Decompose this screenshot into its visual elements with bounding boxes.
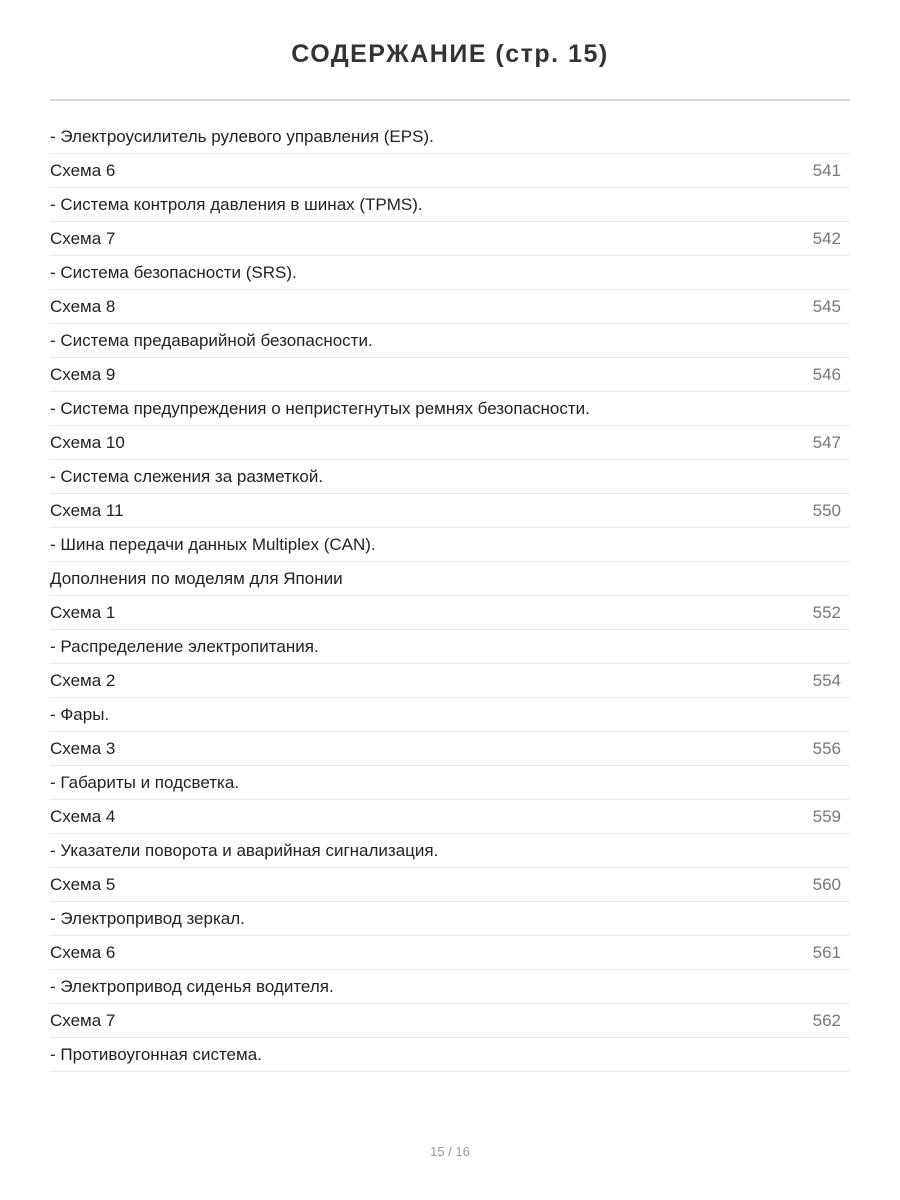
toc-entry-text: - Шина передачи данных Multiplex (CAN). <box>50 535 376 554</box>
toc-entry-text: - Фары. <box>50 705 110 724</box>
toc-row[interactable] <box>50 800 850 834</box>
toc-page-number: 542 <box>812 229 841 248</box>
toc-entry-text: - Габариты и подсветка. <box>50 773 240 792</box>
page-title: СОДЕРЖАНИЕ (стр. 15) <box>291 40 609 68</box>
toc-entry-text: Схема 6 <box>50 161 116 180</box>
toc-row[interactable] <box>50 460 850 494</box>
toc-page-number: 559 <box>812 807 841 826</box>
toc-row[interactable] <box>50 766 850 800</box>
toc-entry-text: Схема 7 <box>50 1011 116 1030</box>
toc-entry-text: - Система предупреждения о непристегнутых ремнях безопасности. <box>50 399 590 418</box>
toc-row[interactable] <box>50 732 850 766</box>
toc-page-number: 556 <box>812 739 841 758</box>
toc-entry-text: Схема 8 <box>50 297 116 316</box>
toc-entry-text: - Система безопасности (SRS). <box>50 263 297 282</box>
toc-page-number: 550 <box>812 501 841 520</box>
toc-entry-text: Дополнения по моделям для Японии <box>50 569 343 588</box>
toc-entry-text: Схема 7 <box>50 229 116 248</box>
toc-entry-text: - Распределение электропитания. <box>50 637 319 656</box>
toc-row[interactable] <box>50 494 850 528</box>
toc-entry-text: Схема 3 <box>50 739 116 758</box>
toc-page-number: 541 <box>812 161 841 180</box>
toc-row[interactable] <box>50 120 850 154</box>
toc-entry-text: Схема 11 <box>50 501 124 520</box>
toc-list <box>50 120 850 1072</box>
toc-row[interactable] <box>50 936 850 970</box>
toc-row[interactable] <box>50 664 850 698</box>
toc-entry-text: - Противоугонная система. <box>50 1045 262 1064</box>
toc-row[interactable] <box>50 698 850 732</box>
toc-row[interactable] <box>50 1004 850 1038</box>
toc-row[interactable] <box>50 154 850 188</box>
toc-entry-text: - Электропривод сиденья водителя. <box>50 977 334 996</box>
toc-entry-text: Схема 4 <box>50 807 116 826</box>
toc-page-number: 554 <box>812 671 841 690</box>
toc-row[interactable] <box>50 528 850 562</box>
toc-row[interactable] <box>50 222 850 256</box>
toc-section-heading[interactable] <box>50 562 850 596</box>
toc-entry-text: - Система контроля давления в шинах (TPMS). <box>50 195 423 214</box>
toc-row[interactable] <box>50 834 850 868</box>
toc-row[interactable] <box>50 324 850 358</box>
toc-row[interactable] <box>50 256 850 290</box>
toc-row[interactable] <box>50 1038 850 1072</box>
toc-entry-text: Схема 1 <box>50 603 116 622</box>
toc-row[interactable] <box>50 392 850 426</box>
toc-row[interactable] <box>50 970 850 1004</box>
toc-entry-text: Схема 5 <box>50 875 116 894</box>
toc-page-number: 560 <box>812 875 841 894</box>
toc-page-number: 547 <box>812 433 841 452</box>
toc-page-number: 562 <box>812 1011 841 1030</box>
toc-page-number: 552 <box>812 603 841 622</box>
toc-entry-text: Схема 2 <box>50 671 116 690</box>
toc-page-number: 546 <box>812 365 841 384</box>
toc-row[interactable] <box>50 290 850 324</box>
toc-row[interactable] <box>50 358 850 392</box>
toc-row[interactable] <box>50 630 850 664</box>
toc-entry-text: - Система предаварийной безопасности. <box>50 331 373 350</box>
toc-page-number: 545 <box>812 297 841 316</box>
title-divider <box>50 99 850 101</box>
toc-entry-text: - Электропривод зеркал. <box>50 909 245 928</box>
toc-entry-text: - Система слежения за разметкой. <box>50 467 324 486</box>
toc-row[interactable] <box>50 188 850 222</box>
toc-entry-text: Схема 9 <box>50 365 116 384</box>
toc-row[interactable] <box>50 596 850 630</box>
toc-entry-text: - Электроусилитель рулевого управления (EPS). <box>50 127 434 146</box>
toc-row[interactable] <box>50 426 850 460</box>
toc-row[interactable] <box>50 868 850 902</box>
toc-entry-text: - Указатели поворота и аварийная сигнализация. <box>50 841 439 860</box>
toc-entry-text: Схема 10 <box>50 433 125 452</box>
toc-row[interactable] <box>50 902 850 936</box>
page-indicator: 15 / 16 <box>430 1144 470 1159</box>
toc-page-number: 561 <box>812 943 841 962</box>
toc-entry-text: Схема 6 <box>50 943 116 962</box>
